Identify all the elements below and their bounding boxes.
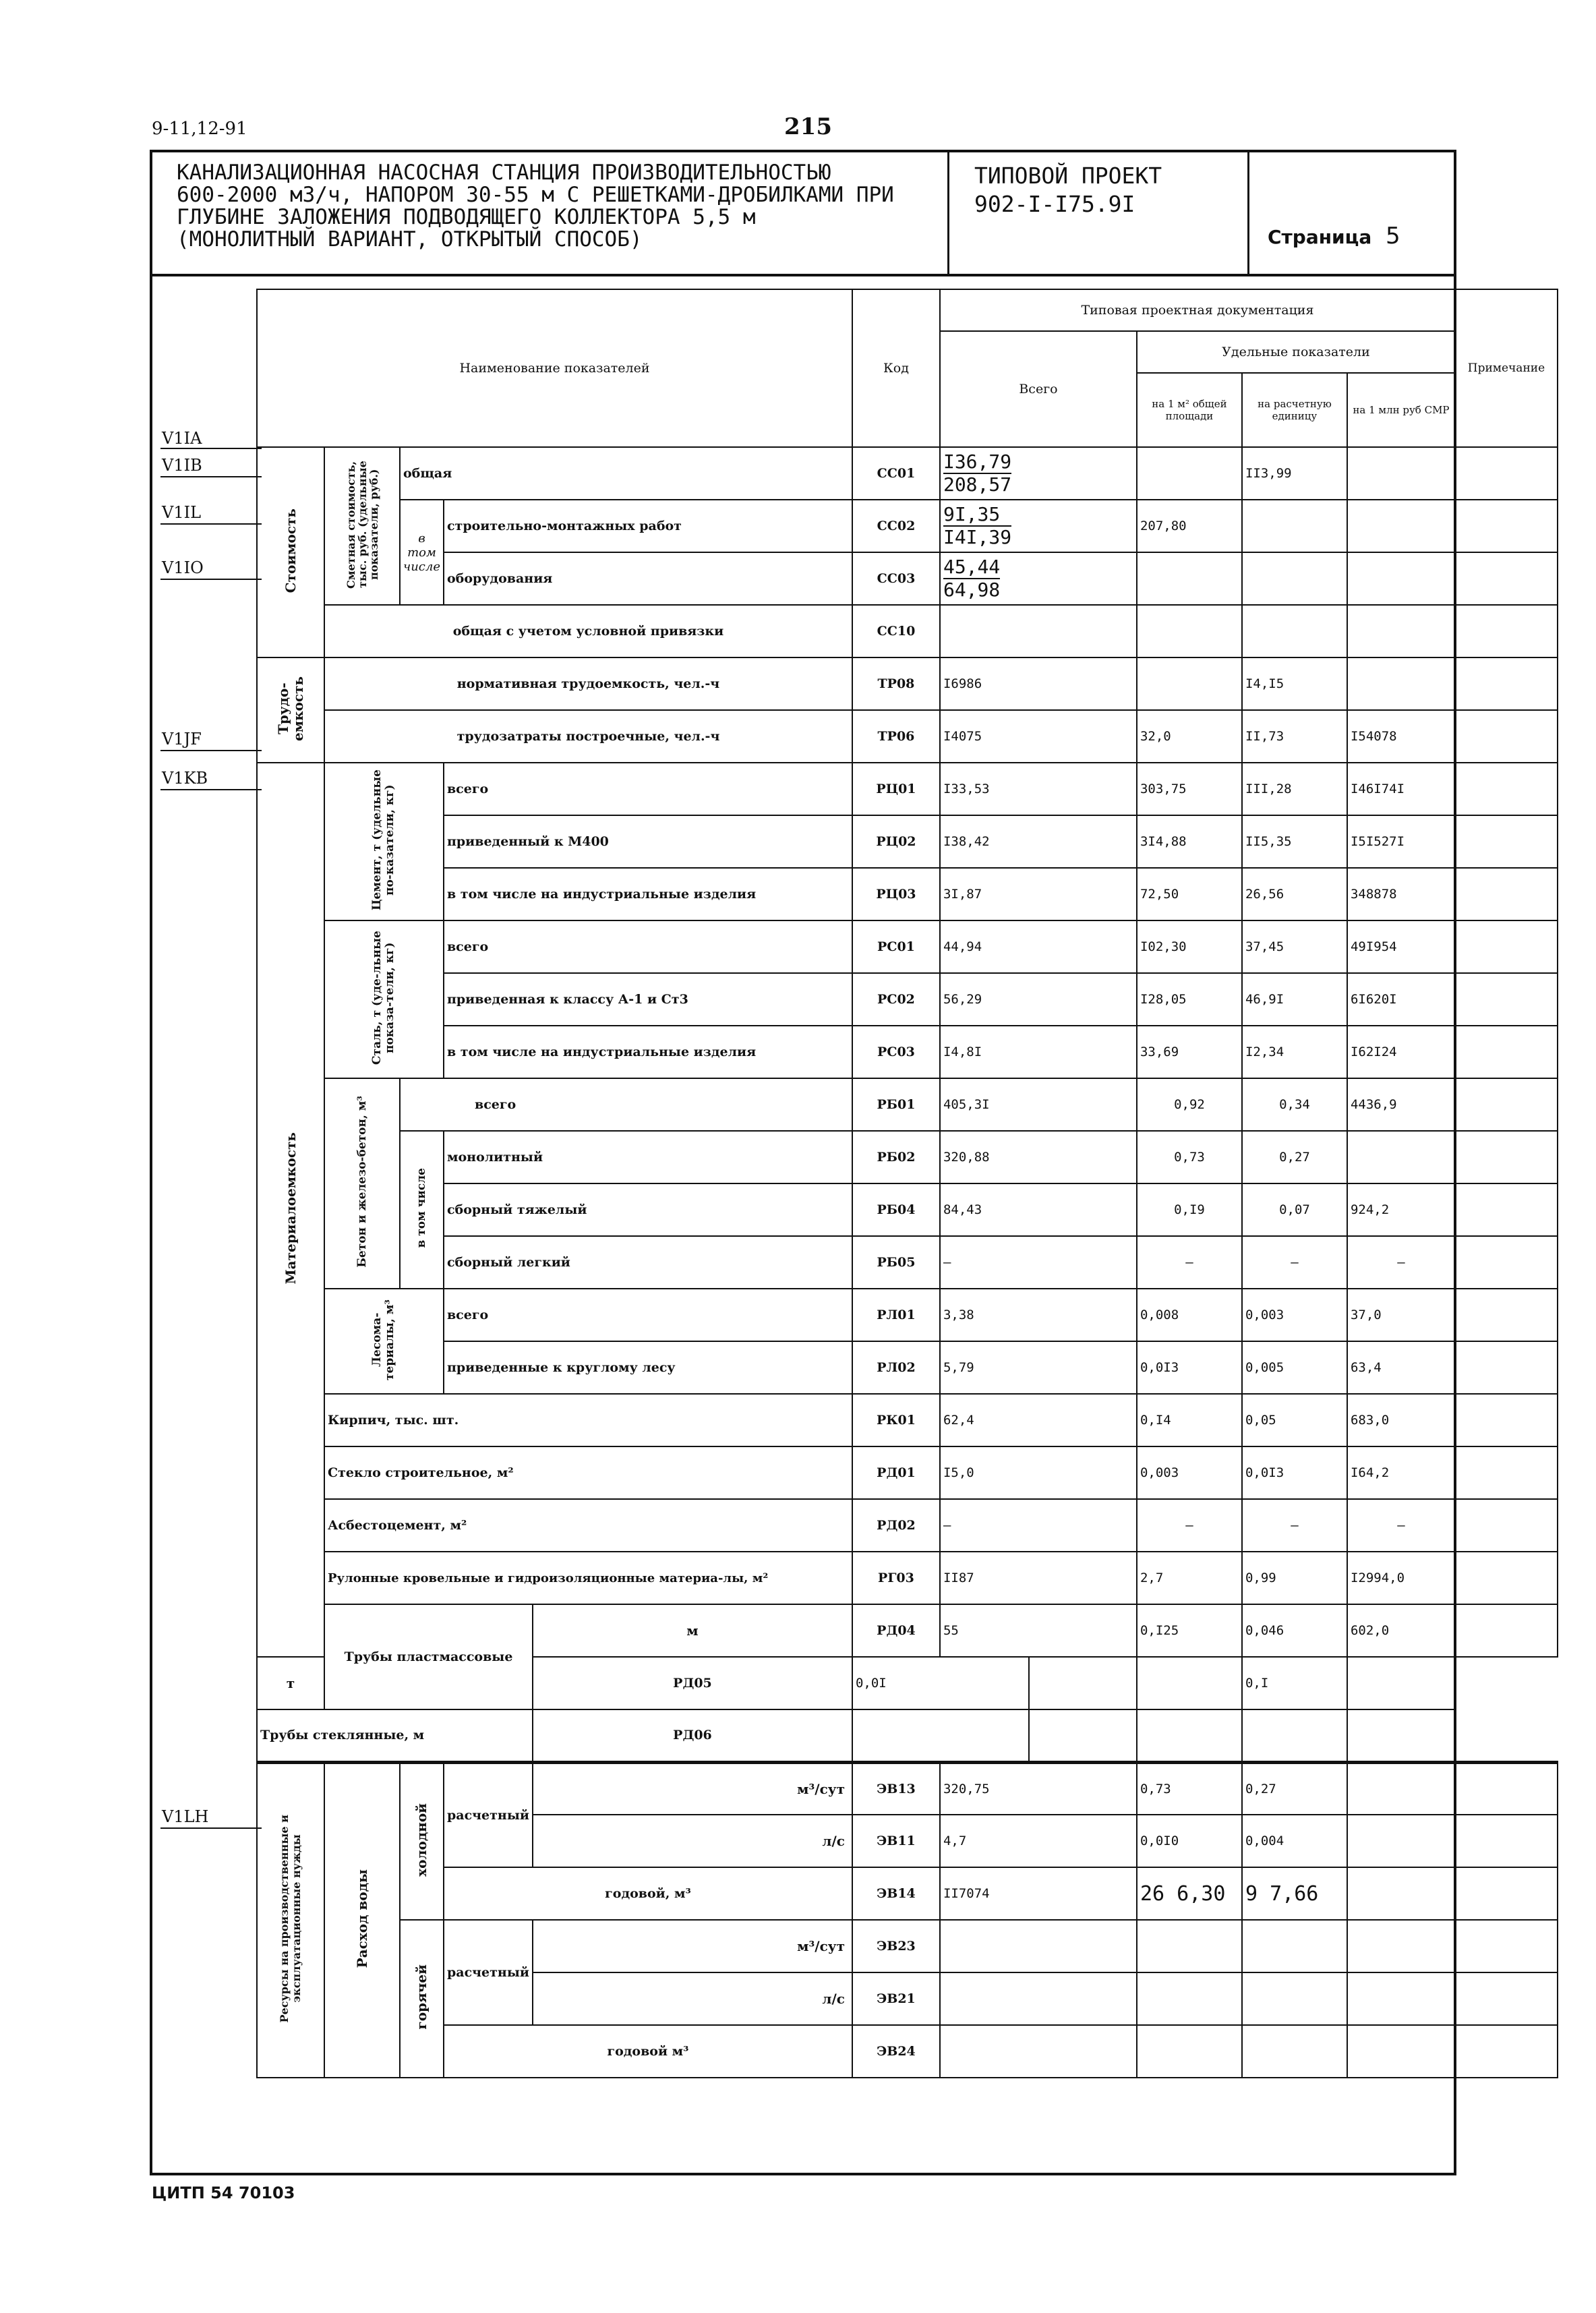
row-rd01-note [1455, 1446, 1558, 1499]
row-rc03-name: в том числе на индустриальные изделия [444, 868, 852, 920]
mark-line [160, 789, 262, 790]
row-eb14-total: II7074 [940, 1867, 1137, 1920]
row-rl01-total: 3,38 [940, 1289, 1137, 1341]
row-rl01-m2: 0,008 [1137, 1289, 1242, 1341]
row-rk01-m2: 0,I4 [1137, 1394, 1242, 1446]
row-rl02-total: 5,79 [940, 1341, 1137, 1394]
row-eb13-unit: 0,27 [1242, 1762, 1347, 1815]
row-cc02-mln [1347, 500, 1455, 552]
header-total: Всего [940, 331, 1137, 447]
row-rd01-mln: I64,2 [1347, 1446, 1455, 1499]
row-cc03-total-den: 64,98 [943, 579, 1001, 601]
row-rd01-total: I5,0 [940, 1446, 1137, 1499]
row-rk01-total: 62,4 [940, 1394, 1137, 1446]
row-rd01-unit: 0,0I3 [1242, 1446, 1347, 1499]
row-pc02-note [1455, 973, 1558, 1026]
row-eb23-name: расчетный [444, 1920, 533, 2025]
group-lumber: Лесома-териалы, м³ [324, 1289, 444, 1394]
row-rd06-code: РД06 [533, 1709, 852, 1762]
row-rd02-m2: – [1137, 1499, 1242, 1552]
row-tp08-code: ТР08 [852, 657, 940, 710]
row-cc02-note [1455, 500, 1558, 552]
row-eb11-mln [1347, 1815, 1455, 1867]
row-cc02-m2: 207,80 [1137, 500, 1242, 552]
row-eb11-unit-label: л/с [533, 1815, 852, 1867]
mark-v1lh: V1LH [162, 1807, 209, 1826]
row-rd04-unit: 0,046 [1242, 1604, 1347, 1657]
row-pc03-name: в том числе на индустриальные изделия [444, 1026, 852, 1078]
row-rd04-m2: 0,I25 [1137, 1604, 1242, 1657]
row-rd04-name: Трубы пластмассовые [324, 1604, 533, 1709]
row-rc03-code: РЦ03 [852, 868, 940, 920]
mark-line [160, 750, 262, 751]
project-label: ТИПОВОЙ ПРОЕКТ [974, 163, 1162, 189]
row-cc10-code: СС10 [852, 605, 940, 657]
row-eb11-code: ЭВ11 [852, 1815, 940, 1867]
row-rd06-name: Трубы стеклянные, м [257, 1709, 533, 1762]
row-eb24-unit [1242, 2025, 1347, 2078]
row-rd05-m2 [1029, 1657, 1137, 1709]
row-rb04-name: сборный тяжелый [444, 1183, 852, 1236]
row-rb02-code: РБ02 [852, 1131, 940, 1183]
group-labor: Трудо-емкость [257, 657, 324, 763]
title-divider [947, 150, 949, 276]
row-eb23-total [940, 1920, 1137, 1972]
row-tp06-note [1455, 710, 1558, 763]
row-rd02-note [1455, 1499, 1558, 1552]
row-eb14-m2: 26 6,30 [1137, 1867, 1242, 1920]
row-cc03-note [1455, 552, 1558, 605]
row-rd01-m2: 0,003 [1137, 1446, 1242, 1499]
row-rl01-unit: 0,003 [1242, 1289, 1347, 1341]
row-cc10-m2 [1137, 605, 1242, 657]
title-line-4: (МОНОЛИТНЫЙ ВАРИАНТ, ОТКРЫТЫЙ СПОСОБ) [177, 227, 643, 252]
row-cc10-mln [1347, 605, 1455, 657]
row-rl02-mln: 63,4 [1347, 1341, 1455, 1394]
row-rc03-unit: 26,56 [1242, 868, 1347, 920]
header-specific: Удельные показатели [1137, 331, 1455, 373]
row-rd04-unit-label: м [533, 1604, 852, 1657]
row-eb13-unit-label: м³/сут [533, 1762, 852, 1815]
row-eb13-code: ЭВ13 [852, 1762, 940, 1815]
row-eb24-total [940, 2025, 1137, 2078]
row-rl01-note [1455, 1289, 1558, 1341]
row-rc01-total: I33,53 [940, 763, 1137, 815]
row-rc02-m2: 3I4,88 [1137, 815, 1242, 868]
row-pc03-code: РС03 [852, 1026, 940, 1078]
row-rc01-m2: 303,75 [1137, 763, 1242, 815]
row-pc03-note [1455, 1026, 1558, 1078]
row-tp06-total: I4075 [940, 710, 1137, 763]
row-cc01-total-den: 208,57 [943, 473, 1012, 496]
group-concrete: Бетон и железо-бетон, м³ [324, 1078, 400, 1289]
row-cc03-name: оборудования [444, 552, 852, 605]
row-cc01-note [1455, 447, 1558, 500]
row-rb02-total: 320,88 [940, 1131, 1137, 1183]
row-rb01-mln: 4436,9 [1347, 1078, 1455, 1131]
group-concrete-incl: в том числе [400, 1131, 444, 1289]
row-tp08-total: I6986 [940, 657, 1137, 710]
row-eb23-mln [1347, 1920, 1455, 1972]
row-rb04-code: РБ04 [852, 1183, 940, 1236]
row-eb14-name: годовой, м³ [444, 1867, 852, 1920]
row-pc02-name: приведенная к классу А-1 и Ст3 [444, 973, 852, 1026]
row-cc02-total [940, 500, 1137, 552]
row-rg03-mln: I2994,0 [1347, 1552, 1455, 1604]
row-rd01-name: Стекло строительное, м² [324, 1446, 852, 1499]
row-rc01-name: всего [444, 763, 852, 815]
mark-line [160, 523, 262, 525]
row-rb05-total: – [940, 1236, 1137, 1289]
row-rc03-total: 3I,87 [940, 868, 1137, 920]
group-steel: Сталь, т (уде-льные показа-тели, кг) [324, 920, 444, 1078]
mark-v1io: V1IO [162, 558, 204, 577]
row-eb21-mln [1347, 1972, 1455, 2025]
row-rc03-m2: 72,50 [1137, 868, 1242, 920]
row-pc03-unit: I2,34 [1242, 1026, 1347, 1078]
row-cc03-total-num: 45,44 [943, 556, 1001, 578]
row-rb02-mln [1347, 1131, 1455, 1183]
row-eb21-unit [1242, 1972, 1347, 2025]
row-eb24-code: ЭВ24 [852, 2025, 940, 2078]
row-eb14-code: ЭВ14 [852, 1867, 940, 1920]
row-eb14-note [1455, 1867, 1558, 1920]
page-label: Страница [1268, 226, 1372, 248]
row-rb01-code: РБ01 [852, 1078, 940, 1131]
header-per-unit: на расчетную единицу [1242, 373, 1347, 447]
row-cc01-m2 [1137, 447, 1242, 500]
row-rc01-mln: I46I74I [1347, 763, 1455, 815]
row-tp06-unit: II,73 [1242, 710, 1347, 763]
row-rc02-unit: II5,35 [1242, 815, 1347, 868]
row-rb04-unit: 0,07 [1242, 1183, 1347, 1236]
row-rd05-code: РД05 [533, 1657, 852, 1709]
row-tp08-note [1455, 657, 1558, 710]
row-rc02-note [1455, 815, 1558, 868]
row-rl02-note [1455, 1341, 1558, 1394]
row-rb01-note [1455, 1078, 1558, 1131]
mark-v1il: V1IL [162, 503, 202, 522]
row-rd06-unit [1137, 1709, 1242, 1762]
row-eb23-note [1455, 1920, 1558, 1972]
row-rg03-note [1455, 1552, 1558, 1604]
row-rg03-total: II87 [940, 1552, 1137, 1604]
row-cc03-code: СС03 [852, 552, 940, 605]
row-rc02-name: приведенный к М400 [444, 815, 852, 868]
row-cc01-total-num: I36,79 [943, 450, 1012, 473]
row-cc10-name: общая с учетом условной привязки [324, 605, 852, 657]
row-rb05-m2: – [1137, 1236, 1242, 1289]
row-rd02-mln: – [1347, 1499, 1455, 1552]
row-pc03-total: I4,8I [940, 1026, 1137, 1078]
row-cc02-unit [1242, 500, 1347, 552]
row-rd06-m2 [1029, 1709, 1137, 1762]
row-rc01-note [1455, 763, 1558, 815]
document-title [177, 162, 939, 251]
title-divider-2 [1247, 150, 1249, 276]
row-tp06-code: ТР06 [852, 710, 940, 763]
row-rb01-name: всего [400, 1078, 852, 1131]
row-eb11-note [1455, 1815, 1558, 1867]
row-eb24-name: годовой м³ [444, 2025, 852, 2078]
row-pc01-total: 44,94 [940, 920, 1137, 973]
row-eb13-m2: 0,73 [1137, 1762, 1242, 1815]
group-material: Материалоемкость [257, 763, 324, 1657]
row-rb05-note [1455, 1236, 1558, 1289]
row-cc01-name: общая [400, 447, 852, 500]
in-that-number: в том числе [400, 500, 444, 605]
row-rc02-code: РЦ02 [852, 815, 940, 868]
row-cc01-mln [1347, 447, 1455, 500]
indicators-table [256, 289, 1558, 2078]
mark-line [160, 476, 262, 477]
row-rd06-note [1347, 1709, 1455, 1762]
row-eb11-unit: 0,004 [1242, 1815, 1347, 1867]
row-rl02-unit: 0,005 [1242, 1341, 1347, 1394]
group-water: Расход воды [324, 1762, 400, 2078]
row-rd06-total [852, 1709, 1029, 1762]
row-eb21-code: ЭВ21 [852, 1972, 940, 2025]
row-eb13-mln [1347, 1762, 1455, 1815]
row-rg03-name: Рулонные кровельные и гидроизоляционные материа-лы, м² [324, 1552, 852, 1604]
row-pc01-name: всего [444, 920, 852, 973]
row-rb01-total: 405,3I [940, 1078, 1137, 1131]
row-rd06-mln [1242, 1709, 1347, 1762]
row-rb02-note [1455, 1131, 1558, 1183]
row-rd04-code: РД04 [852, 1604, 940, 1657]
project-number: 902-I-I75.9I [974, 191, 1135, 217]
row-eb23-unit-label: м³/сут [533, 1920, 852, 1972]
row-rg03-m2: 2,7 [1137, 1552, 1242, 1604]
row-rd05-note [1347, 1657, 1455, 1709]
row-pc02-code: РС02 [852, 973, 940, 1026]
row-rk01-note [1455, 1394, 1558, 1446]
header-per-mln: на 1 млн руб СМР [1347, 373, 1455, 447]
row-eb23-m2 [1137, 1920, 1242, 1972]
row-rb04-note [1455, 1183, 1558, 1236]
row-pc01-unit: 37,45 [1242, 920, 1347, 973]
row-tp08-unit: I4,I5 [1242, 657, 1347, 710]
row-eb21-m2 [1137, 1972, 1242, 2025]
row-rd05-unit-label: т [257, 1657, 324, 1709]
row-cc03-mln [1347, 552, 1455, 605]
row-tp06-mln: I54078 [1347, 710, 1455, 763]
mark-line [160, 579, 262, 580]
mark-v1jf: V1JF [162, 730, 202, 749]
row-rk01-code: РК01 [852, 1394, 940, 1446]
row-rb02-name: монолитный [444, 1131, 852, 1183]
title-line-2: 600-2000 м3/ч, НАПОРОМ 30-55 м С РЕШЕТКАМИ-ДРОБИЛКАМИ ПРИ [177, 183, 894, 207]
row-rd04-note [1455, 1604, 1558, 1657]
row-eb23-unit [1242, 1920, 1347, 1972]
row-rc03-mln: 348878 [1347, 868, 1455, 920]
row-rl02-name: приведенные к круглому лесу [444, 1341, 852, 1394]
row-cc02-code: СС02 [852, 500, 940, 552]
row-rk01-name: Кирпич, тыс. шт. [324, 1394, 852, 1446]
row-rd02-unit: – [1242, 1499, 1347, 1552]
row-tp06-name: трудозатраты построечные, чел.-ч [324, 710, 852, 763]
row-rb05-code: РБ05 [852, 1236, 940, 1289]
row-rd02-total: – [940, 1499, 1137, 1552]
row-rb04-mln: 924,2 [1347, 1183, 1455, 1236]
row-eb11-total: 4,7 [940, 1815, 1137, 1867]
row-rb01-m2: 0,92 [1137, 1078, 1242, 1131]
row-rc01-unit: III,28 [1242, 763, 1347, 815]
row-rd05-mln: 0,I [1242, 1657, 1347, 1709]
row-rb05-unit: – [1242, 1236, 1347, 1289]
group-hot: горячей [400, 1920, 444, 2078]
row-tp08-m2 [1137, 657, 1242, 710]
row-eb21-note [1455, 1972, 1558, 2025]
row-cc03-unit [1242, 552, 1347, 605]
row-cc01-unit: II3,99 [1242, 447, 1347, 500]
page-number: 215 [784, 113, 832, 140]
row-cc01-total [940, 447, 1137, 500]
row-rl01-mln: 37,0 [1347, 1289, 1455, 1341]
row-cc03-m2 [1137, 552, 1242, 605]
header-code: Код [852, 289, 940, 447]
doc-code: 9-11,12-91 [152, 119, 247, 139]
row-tp08-mln [1347, 657, 1455, 710]
row-rd04-total: 55 [940, 1604, 1137, 1657]
row-pc03-m2: 33,69 [1137, 1026, 1242, 1078]
row-pc01-mln: 49I954 [1347, 920, 1455, 973]
row-eb13-note [1455, 1762, 1558, 1815]
row-rl01-name: всего [444, 1289, 852, 1341]
title-line-1: КАНАЛИЗАЦИОННАЯ НАСОСНАЯ СТАНЦИЯ ПРОИЗВОДИТЕЛЬНОСТЬЮ [177, 160, 831, 185]
row-rd05-total: 0,0I [852, 1657, 1029, 1709]
header-per-m2: на 1 м² общей площади [1137, 373, 1242, 447]
row-rl02-code: РЛ02 [852, 1341, 940, 1394]
row-pc01-m2: I02,30 [1137, 920, 1242, 973]
row-eb14-unit: 9 7,66 [1242, 1867, 1347, 1920]
mark-v1ia: V1IA [162, 429, 202, 448]
row-pc02-m2: I28,05 [1137, 973, 1242, 1026]
row-eb24-m2 [1137, 2025, 1242, 2078]
row-rl02-m2: 0,0I3 [1137, 1341, 1242, 1394]
row-cc02-total-den: I4I,39 [943, 526, 1012, 548]
group-cement: Цемент, т (удельные по-казатели, кг) [324, 763, 444, 920]
row-cc02-total-num: 9I,35 [943, 504, 1011, 527]
row-tp06-m2: 32,0 [1137, 710, 1242, 763]
row-cc10-unit [1242, 605, 1347, 657]
row-rb04-total: 84,43 [940, 1183, 1137, 1236]
row-rb05-name: сборный легкий [444, 1236, 852, 1289]
row-pc03-mln: I62I24 [1347, 1026, 1455, 1078]
row-eb11-m2: 0,0I0 [1137, 1815, 1242, 1867]
row-rc03-note [1455, 868, 1558, 920]
project-id [974, 162, 1162, 218]
row-rd02-code: РД02 [852, 1499, 940, 1552]
row-rb02-unit: 0,27 [1242, 1131, 1347, 1183]
row-pc02-mln: 6I620I [1347, 973, 1455, 1026]
row-rg03-unit: 0,99 [1242, 1552, 1347, 1604]
group-cost-sub: Сметная стоимость, тыс. руб. (удельные показатели, руб.) [324, 447, 400, 605]
row-cc10-total [940, 605, 1137, 657]
row-rb01-unit: 0,34 [1242, 1078, 1347, 1131]
row-rl01-code: РЛ01 [852, 1289, 940, 1341]
row-rc02-mln: I5I527I [1347, 815, 1455, 868]
row-rd05-unit [1137, 1657, 1242, 1709]
row-eb24-note [1455, 2025, 1558, 2078]
row-eb24-mln [1347, 2025, 1455, 2078]
page-value: 5 [1386, 223, 1400, 250]
row-eb23-code: ЭВ23 [852, 1920, 940, 1972]
row-rb02-m2: 0,73 [1137, 1131, 1242, 1183]
footer-code: ЦИТП 54 70103 [152, 2184, 295, 2202]
row-eb21-total [940, 1972, 1137, 2025]
row-cc02-name: строительно-монтажных работ [444, 500, 852, 552]
row-rd04-mln: 602,0 [1347, 1604, 1455, 1657]
row-rd01-code: РД01 [852, 1446, 940, 1499]
row-pc02-total: 56,29 [940, 973, 1137, 1026]
row-rd02-name: Асбестоцемент, м² [324, 1499, 852, 1552]
row-cc10-note [1455, 605, 1558, 657]
group-cold: холодной [400, 1762, 444, 1920]
row-rb04-m2: 0,I9 [1137, 1183, 1242, 1236]
mark-line [160, 448, 262, 449]
row-rc01-code: РЦ01 [852, 763, 940, 815]
group-cost: Стоимость [257, 447, 324, 657]
row-rg03-code: РГ03 [852, 1552, 940, 1604]
header-name: Наименование показателей [257, 289, 852, 447]
row-pc01-code: РС01 [852, 920, 940, 973]
row-rc02-total: I38,42 [940, 815, 1137, 868]
row-eb14-mln [1347, 1867, 1455, 1920]
row-cc03-total [940, 552, 1137, 605]
row-eb13-name: расчетный [444, 1762, 533, 1867]
row-pc02-unit: 46,9I [1242, 973, 1347, 1026]
row-rk01-unit: 0,05 [1242, 1394, 1347, 1446]
mark-v1ib: V1IB [162, 456, 202, 475]
header-note: Примечание [1455, 289, 1558, 447]
row-rb05-mln: – [1347, 1236, 1455, 1289]
row-tp08-name: нормативная трудоемкость, чел.-ч [324, 657, 852, 710]
mark-line [160, 1827, 262, 1829]
header-group: Типовая проектная документация [940, 289, 1455, 331]
row-pc01-note [1455, 920, 1558, 973]
row-eb21-unit-label: л/с [533, 1972, 852, 2025]
row-rk01-mln: 683,0 [1347, 1394, 1455, 1446]
title-line-3: ГЛУБИНЕ ЗАЛОЖЕНИЯ ПОДВОДЯЩЕГО КОЛЛЕКТОРА 5,5 м [177, 205, 756, 229]
mark-v1kb: V1KB [162, 769, 208, 788]
group-resources: Ресурсы на производственные и эксплуатационные нужды [257, 1762, 324, 2078]
row-cc01-code: СС01 [852, 447, 940, 500]
row-eb13-total: 320,75 [940, 1762, 1137, 1815]
